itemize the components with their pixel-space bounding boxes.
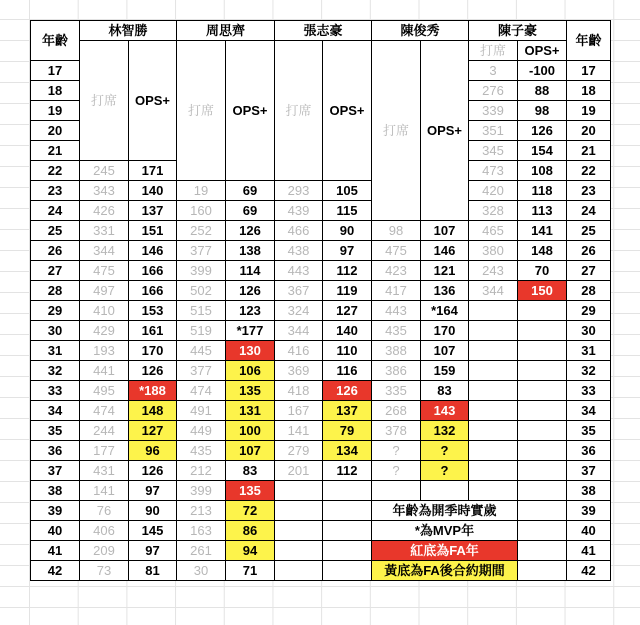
pa-cell: 243 (469, 261, 518, 281)
age-cell: 28 (31, 281, 80, 301)
ops-cell: 113 (518, 201, 567, 221)
ops-cell: 126 (226, 281, 275, 301)
pa-cell: 420 (469, 181, 518, 201)
age-cell-right: 17 (567, 61, 611, 81)
pa-cell: 465 (469, 221, 518, 241)
age-cell: 24 (31, 201, 80, 221)
pa-cell: 416 (275, 341, 323, 361)
ghost-cell (518, 361, 567, 381)
ops-cell: 137 (323, 401, 372, 421)
player-name-header: 林智勝 (80, 21, 177, 41)
ghost-cell (469, 341, 518, 361)
pa-cell: 386 (372, 361, 421, 381)
pa-cell: 475 (372, 241, 421, 261)
pa-cell: 30 (177, 561, 226, 581)
pa-cell: 449 (177, 421, 226, 441)
ops-cell: 69 (226, 201, 275, 221)
pa-cell: 475 (80, 261, 129, 281)
pa-cell: ? (372, 461, 421, 481)
pa-cell: 399 (177, 261, 226, 281)
ops-cell: 127 (323, 301, 372, 321)
ops-cell: 112 (323, 261, 372, 281)
legend-cell: 黃底為FA後合約期間 (372, 561, 518, 581)
pa-cell: 473 (469, 161, 518, 181)
pa-cell: 344 (80, 241, 129, 261)
pa-cell: 502 (177, 281, 226, 301)
age-cell-right: 29 (567, 301, 611, 321)
ghost-cell (518, 521, 567, 541)
ops-cell: 114 (226, 261, 275, 281)
pa-label: 打席 (469, 41, 518, 61)
pa-cell: 345 (469, 141, 518, 161)
ops-cell: 97 (129, 541, 177, 561)
ops-label: OPS+ (518, 41, 567, 61)
pa-cell: 417 (372, 281, 421, 301)
pa-cell: 406 (80, 521, 129, 541)
age-cell: 40 (31, 521, 80, 541)
ops-cell: 106 (226, 361, 275, 381)
pa-cell: 369 (275, 361, 323, 381)
ops-cell: 153 (129, 301, 177, 321)
pa-cell: 435 (372, 321, 421, 341)
pa-cell: 328 (469, 201, 518, 221)
ops-cell: 118 (518, 181, 567, 201)
age-header-right: 年齡 (567, 21, 611, 61)
stats-table (30, 20, 611, 581)
ops-cell: 126 (129, 361, 177, 381)
ops-cell: 150 (518, 281, 567, 301)
pa-cell: 335 (372, 381, 421, 401)
ops-cell: 107 (226, 441, 275, 461)
ops-cell: 171 (129, 161, 177, 181)
age-cell-right: 39 (567, 501, 611, 521)
ghost-cell (323, 481, 372, 501)
age-cell: 33 (31, 381, 80, 401)
ops-cell: 110 (323, 341, 372, 361)
age-cell: 36 (31, 441, 80, 461)
pa-cell: 344 (275, 321, 323, 341)
ops-cell: 148 (129, 401, 177, 421)
pa-cell: 19 (177, 181, 226, 201)
age-cell-right: 41 (567, 541, 611, 561)
ops-cell: 100 (226, 421, 275, 441)
pa-label: 打席 (177, 41, 226, 181)
ops-cell: 108 (518, 161, 567, 181)
pa-label: 打席 (80, 41, 129, 161)
ops-cell: 81 (129, 561, 177, 581)
pa-cell: 377 (177, 241, 226, 261)
pa-cell: 293 (275, 181, 323, 201)
age-cell-right: 38 (567, 481, 611, 501)
ops-cell: ? (421, 461, 469, 481)
pa-cell: 423 (372, 261, 421, 281)
pa-cell: 491 (177, 401, 226, 421)
ops-cell: 140 (323, 321, 372, 341)
age-cell: 23 (31, 181, 80, 201)
ghost-cell (469, 421, 518, 441)
pa-cell: 141 (275, 421, 323, 441)
pa-cell: 443 (275, 261, 323, 281)
age-cell: 32 (31, 361, 80, 381)
age-cell: 31 (31, 341, 80, 361)
pa-cell: ? (372, 441, 421, 461)
age-cell: 35 (31, 421, 80, 441)
ops-cell: 141 (518, 221, 567, 241)
legend-cell: *為MVP年 (372, 521, 518, 541)
pa-cell: 261 (177, 541, 226, 561)
pa-cell: 279 (275, 441, 323, 461)
pa-cell: 445 (177, 341, 226, 361)
ops-cell: 98 (518, 101, 567, 121)
ops-cell: ? (421, 441, 469, 461)
ops-cell: 123 (226, 301, 275, 321)
age-cell: 25 (31, 221, 80, 241)
ops-cell: *188 (129, 381, 177, 401)
pa-cell: 98 (372, 221, 421, 241)
age-cell-right: 40 (567, 521, 611, 541)
ghost-cell (323, 541, 372, 561)
player-name-header: 陳俊秀 (372, 21, 469, 41)
pa-cell: 438 (275, 241, 323, 261)
ops-label: OPS+ (421, 41, 469, 221)
pa-cell: 209 (80, 541, 129, 561)
player-name-header: 周思齊 (177, 21, 275, 41)
ghost-cell (275, 501, 323, 521)
age-cell-right: 33 (567, 381, 611, 401)
ops-cell: *177 (226, 321, 275, 341)
age-cell-right: 30 (567, 321, 611, 341)
ops-cell: 134 (323, 441, 372, 461)
ops-cell: -100 (518, 61, 567, 81)
ghost-cell (323, 501, 372, 521)
ops-cell: 69 (226, 181, 275, 201)
ops-cell: 96 (129, 441, 177, 461)
ops-cell: 159 (421, 361, 469, 381)
ops-cell: 146 (421, 241, 469, 261)
ops-cell: 137 (129, 201, 177, 221)
age-cell: 38 (31, 481, 80, 501)
pa-cell: 497 (80, 281, 129, 301)
ops-cell: 72 (226, 501, 275, 521)
pa-cell: 213 (177, 501, 226, 521)
pa-label: 打席 (372, 41, 421, 221)
pa-cell: 388 (372, 341, 421, 361)
pa-cell: 377 (177, 361, 226, 381)
ops-cell: 132 (421, 421, 469, 441)
age-cell-right: 26 (567, 241, 611, 261)
ops-cell: 166 (129, 281, 177, 301)
pa-cell: 441 (80, 361, 129, 381)
legend-cell: 年齡為開季時實歲 (372, 501, 518, 521)
pa-cell: 177 (80, 441, 129, 461)
pa-cell: 351 (469, 121, 518, 141)
ghost-cell (518, 381, 567, 401)
ops-cell: 131 (226, 401, 275, 421)
ghost-cell (323, 561, 372, 581)
ops-label: OPS+ (129, 41, 177, 161)
pa-cell: 418 (275, 381, 323, 401)
ops-cell: 138 (226, 241, 275, 261)
age-cell: 29 (31, 301, 80, 321)
age-cell-right: 31 (567, 341, 611, 361)
age-cell-right: 37 (567, 461, 611, 481)
age-cell: 26 (31, 241, 80, 261)
ghost-cell (469, 481, 518, 501)
age-cell: 42 (31, 561, 80, 581)
age-header: 年齡 (31, 21, 80, 61)
ghost-cell (518, 481, 567, 501)
ops-cell: 121 (421, 261, 469, 281)
ghost-cell (518, 341, 567, 361)
ops-cell: 130 (226, 341, 275, 361)
ops-cell: 151 (129, 221, 177, 241)
pa-cell: 324 (275, 301, 323, 321)
ghost-cell (518, 461, 567, 481)
age-cell-right: 24 (567, 201, 611, 221)
ops-cell: 71 (226, 561, 275, 581)
ops-cell: 146 (129, 241, 177, 261)
ops-cell: 105 (323, 181, 372, 201)
ops-cell: 170 (129, 341, 177, 361)
pa-cell: 519 (177, 321, 226, 341)
ghost-cell (518, 561, 567, 581)
ghost-cell (275, 521, 323, 541)
ops-cell: 116 (323, 361, 372, 381)
age-cell-right: 34 (567, 401, 611, 421)
ghost-cell (469, 301, 518, 321)
ops-cell: 143 (421, 401, 469, 421)
ops-cell: 112 (323, 461, 372, 481)
age-cell: 19 (31, 101, 80, 121)
age-cell-right: 27 (567, 261, 611, 281)
age-cell-right: 36 (567, 441, 611, 461)
age-cell: 27 (31, 261, 80, 281)
age-cell-right: 35 (567, 421, 611, 441)
pa-cell: 378 (372, 421, 421, 441)
ops-cell: 79 (323, 421, 372, 441)
pa-cell: 3 (469, 61, 518, 81)
age-cell-right: 42 (567, 561, 611, 581)
ghost-cell (518, 441, 567, 461)
pa-cell: 252 (177, 221, 226, 241)
age-cell-right: 25 (567, 221, 611, 241)
pa-cell: 344 (469, 281, 518, 301)
ops-cell: 83 (421, 381, 469, 401)
ghost-cell (469, 441, 518, 461)
player-name-header: 張志豪 (275, 21, 372, 41)
pa-cell: 380 (469, 241, 518, 261)
ops-cell: 170 (421, 321, 469, 341)
pa-cell: 167 (275, 401, 323, 421)
ops-cell: 97 (323, 241, 372, 261)
ops-cell: 154 (518, 141, 567, 161)
pa-cell: 343 (80, 181, 129, 201)
age-cell: 37 (31, 461, 80, 481)
ops-cell: 135 (226, 481, 275, 501)
pa-cell: 73 (80, 561, 129, 581)
age-cell-right: 32 (567, 361, 611, 381)
pa-cell: 339 (469, 101, 518, 121)
legend-cell: 紅底為FA年 (372, 541, 518, 561)
ghost-cell (469, 381, 518, 401)
age-cell: 22 (31, 161, 80, 181)
ghost-cell (469, 461, 518, 481)
ops-cell: 127 (129, 421, 177, 441)
ops-cell: 94 (226, 541, 275, 561)
pa-label: 打席 (275, 41, 323, 181)
pa-cell: 495 (80, 381, 129, 401)
ops-cell: 126 (129, 461, 177, 481)
age-cell-right: 19 (567, 101, 611, 121)
pa-cell: 439 (275, 201, 323, 221)
pa-cell: 244 (80, 421, 129, 441)
ghost-cell (323, 521, 372, 541)
ops-cell: 148 (518, 241, 567, 261)
pa-cell: 429 (80, 321, 129, 341)
age-cell-right: 21 (567, 141, 611, 161)
ops-cell: 135 (226, 381, 275, 401)
ghost-cell (421, 481, 469, 501)
pa-cell: 141 (80, 481, 129, 501)
pa-cell: 515 (177, 301, 226, 321)
age-cell: 41 (31, 541, 80, 561)
pa-cell: 399 (177, 481, 226, 501)
pa-cell: 431 (80, 461, 129, 481)
age-cell: 18 (31, 81, 80, 101)
age-cell-right: 28 (567, 281, 611, 301)
pa-cell: 160 (177, 201, 226, 221)
ghost-cell (518, 321, 567, 341)
ops-cell: *164 (421, 301, 469, 321)
pa-cell: 474 (177, 381, 226, 401)
pa-cell: 212 (177, 461, 226, 481)
pa-cell: 410 (80, 301, 129, 321)
ops-cell: 119 (323, 281, 372, 301)
ghost-cell (275, 561, 323, 581)
ghost-cell (518, 421, 567, 441)
ops-cell: 140 (129, 181, 177, 201)
ops-cell: 126 (518, 121, 567, 141)
age-cell-right: 18 (567, 81, 611, 101)
pa-cell: 276 (469, 81, 518, 101)
age-cell-right: 20 (567, 121, 611, 141)
pa-cell: 193 (80, 341, 129, 361)
ghost-cell (275, 481, 323, 501)
ops-cell: 166 (129, 261, 177, 281)
ops-cell: 107 (421, 341, 469, 361)
pa-cell: 245 (80, 161, 129, 181)
ops-label: OPS+ (226, 41, 275, 181)
ops-cell: 90 (129, 501, 177, 521)
pa-cell: 201 (275, 461, 323, 481)
pa-cell: 426 (80, 201, 129, 221)
ops-cell: 115 (323, 201, 372, 221)
ops-cell: 161 (129, 321, 177, 341)
age-cell: 17 (31, 61, 80, 81)
ghost-cell (518, 401, 567, 421)
ops-cell: 136 (421, 281, 469, 301)
ghost-cell (469, 401, 518, 421)
ghost-cell (518, 501, 567, 521)
pa-cell: 443 (372, 301, 421, 321)
ops-cell: 126 (323, 381, 372, 401)
pa-cell: 331 (80, 221, 129, 241)
pa-cell: 367 (275, 281, 323, 301)
ops-cell: 107 (421, 221, 469, 241)
ops-cell: 83 (226, 461, 275, 481)
ops-cell: 97 (129, 481, 177, 501)
age-cell: 34 (31, 401, 80, 421)
ops-cell: 90 (323, 221, 372, 241)
ghost-cell (469, 321, 518, 341)
age-cell-right: 23 (567, 181, 611, 201)
ops-cell: 145 (129, 521, 177, 541)
age-cell: 21 (31, 141, 80, 161)
ghost-cell (469, 361, 518, 381)
ghost-cell (518, 301, 567, 321)
pa-cell: 466 (275, 221, 323, 241)
pa-cell: 474 (80, 401, 129, 421)
ghost-cell (275, 541, 323, 561)
ops-cell: 70 (518, 261, 567, 281)
age-cell: 39 (31, 501, 80, 521)
ops-label: OPS+ (323, 41, 372, 181)
ghost-cell (518, 541, 567, 561)
ops-cell: 126 (226, 221, 275, 241)
ops-cell: 88 (518, 81, 567, 101)
pa-cell: 76 (80, 501, 129, 521)
ghost-cell (372, 481, 421, 501)
age-cell: 20 (31, 121, 80, 141)
pa-cell: 163 (177, 521, 226, 541)
pa-cell: 435 (177, 441, 226, 461)
player-name-header: 陳子豪 (469, 21, 567, 41)
age-cell: 30 (31, 321, 80, 341)
age-cell-right: 22 (567, 161, 611, 181)
ops-cell: 86 (226, 521, 275, 541)
pa-cell: 268 (372, 401, 421, 421)
